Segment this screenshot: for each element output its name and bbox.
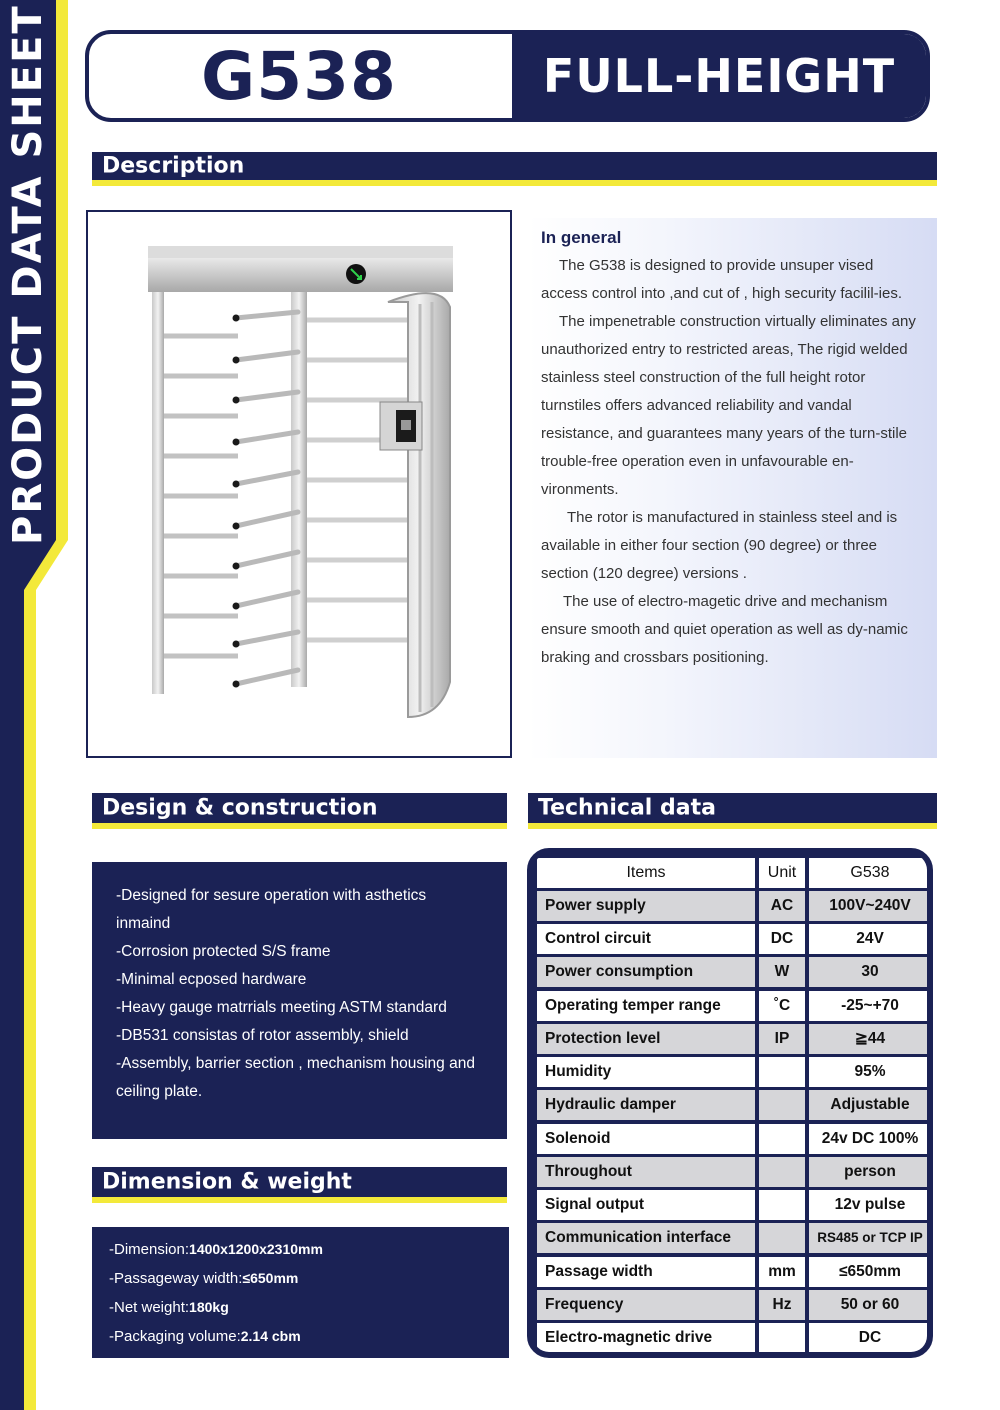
row-unit: AC (759, 891, 805, 921)
dimension-item: -Dimension:1400x1200x2310mm (109, 1241, 323, 1258)
table-row (537, 1223, 925, 1253)
table-row (537, 957, 925, 987)
row-value: 30 (809, 957, 931, 987)
row-unit: mm (759, 1257, 805, 1287)
row-item: Passage width (537, 1257, 755, 1287)
description-heading-bar (92, 152, 937, 186)
type-panel (512, 34, 926, 118)
row-unit: ˚C (759, 991, 805, 1021)
design-item: -Assembly, barrier section , mechanism housing and ceiling plate. (116, 1055, 475, 1100)
col-unit: Unit (759, 858, 805, 888)
design-item: -Corrosion protected S/S frame (116, 943, 331, 960)
row-item: Control circuit (537, 924, 755, 954)
design-heading-bar (92, 793, 507, 829)
table-row (537, 1057, 925, 1087)
product-type: FULL-HEIGHT (542, 49, 896, 103)
row-item: Protection level (537, 1024, 755, 1054)
row-unit (759, 1090, 805, 1120)
table-row (537, 891, 925, 921)
row-item: Signal output (537, 1190, 755, 1220)
row-value: 12v pulse (809, 1190, 931, 1220)
design-item: -Heavy gauge matrrials meeting ASTM standard (116, 999, 447, 1016)
product-photo-frame (86, 210, 512, 758)
design-item: -DB531 consistas of rotor assembly, shield (116, 1027, 409, 1044)
side-title: PRODUCT DATA SHEET (5, 4, 51, 545)
technical-heading-bar (528, 793, 937, 829)
table-row (537, 924, 925, 954)
col-model: G538 (809, 858, 931, 888)
row-unit (759, 1157, 805, 1187)
table-row (537, 1190, 925, 1220)
design-item: -Minimal ecposed hardware (116, 971, 307, 988)
dimension-list (109, 1235, 323, 1351)
row-value: 100V~240V (809, 891, 931, 921)
table-header-row (537, 858, 925, 888)
row-unit (759, 1190, 805, 1220)
model-name: G538 (201, 37, 397, 115)
col-items: Items (537, 858, 755, 888)
row-value: -25~+70 (809, 991, 931, 1021)
general-heading: In general (541, 228, 622, 247)
general-paragraph-3: The rotor is manufactured in stainless steel and is available in either four section (90 degree) or three section (120 degree) versions . (541, 509, 898, 582)
table-row (537, 1124, 925, 1154)
general-panel (528, 218, 937, 758)
row-value: Adjustable (809, 1090, 931, 1120)
row-unit: W (759, 957, 805, 987)
row-value: 50 or 60 (809, 1290, 931, 1320)
design-box (92, 862, 507, 1139)
row-value: 24v DC 100% (809, 1124, 931, 1154)
volume-item: -Packaging volume:2.14 cbm (109, 1328, 301, 1345)
row-unit (759, 1124, 805, 1154)
row-value: 95% (809, 1057, 931, 1087)
row-value: 24V (809, 924, 931, 954)
technical-heading: Technical data (538, 795, 716, 821)
row-item: Throughout (537, 1157, 755, 1187)
row-value: ≤650mm (809, 1257, 931, 1287)
row-value: ≧44 (809, 1024, 931, 1054)
row-unit: Hz (759, 1290, 805, 1320)
dimension-heading: Dimension & weight (102, 1169, 352, 1195)
row-item: Hydraulic damper (537, 1090, 755, 1120)
row-item: Humidity (537, 1057, 755, 1087)
design-list (116, 882, 476, 1106)
technical-table (527, 848, 933, 1358)
passageway-item: -Passageway width:≤650mm (109, 1270, 299, 1287)
general-paragraph-4: The use of electro-magetic drive and mechanism ensure smooth and quiet operation as well as dy-namic braking and crossbars positioning. (541, 593, 908, 666)
row-unit (759, 1323, 805, 1353)
table-row (537, 991, 925, 1021)
description-heading: Description (102, 153, 245, 179)
row-value: person (809, 1157, 931, 1187)
table-row (537, 1157, 925, 1187)
general-paragraph-2: The impenetrable construction virtually eliminates any unauthorized entry to restricted areas, The rigid welded stainless steel construction of the full height rotor turnstiles offers advanced reliability and vandal resistance, and guarantees many years of the turn-stile trouble-free operation even in unfavourable en-vironments. (541, 313, 916, 498)
general-paragraph-1: The G538 is designed to provide unsuper vised access control into ,and cut of , high security facilil-ies. (541, 257, 902, 302)
row-value: RS485 or TCP IP (809, 1223, 931, 1253)
table-row (537, 1323, 925, 1353)
product-header (85, 30, 930, 122)
row-unit (759, 1057, 805, 1087)
row-item: Communication interface (537, 1223, 755, 1253)
row-unit: DC (759, 924, 805, 954)
dimension-box (92, 1227, 509, 1358)
row-item: Power consumption (537, 957, 755, 987)
general-body (541, 252, 923, 672)
row-value: DC (809, 1323, 931, 1353)
table-row (537, 1024, 925, 1054)
row-item: Electro-magnetic drive (537, 1323, 755, 1353)
full-height-turnstile-icon (88, 212, 510, 756)
model-panel (89, 34, 509, 118)
design-heading: Design & construction (102, 795, 378, 821)
row-item: Power supply (537, 891, 755, 921)
table-row (537, 1257, 925, 1287)
table-row (537, 1090, 925, 1120)
dimension-heading-bar (92, 1167, 507, 1203)
row-unit (759, 1223, 805, 1253)
design-item: -Designed for sesure operation with asthetics inmaind (116, 887, 427, 932)
row-unit: IP (759, 1024, 805, 1054)
row-item: Solenoid (537, 1124, 755, 1154)
row-item: Frequency (537, 1290, 755, 1320)
table-row (537, 1290, 925, 1320)
weight-item: -Net weight:180kg (109, 1299, 229, 1316)
row-item: Operating temper range (537, 991, 755, 1021)
